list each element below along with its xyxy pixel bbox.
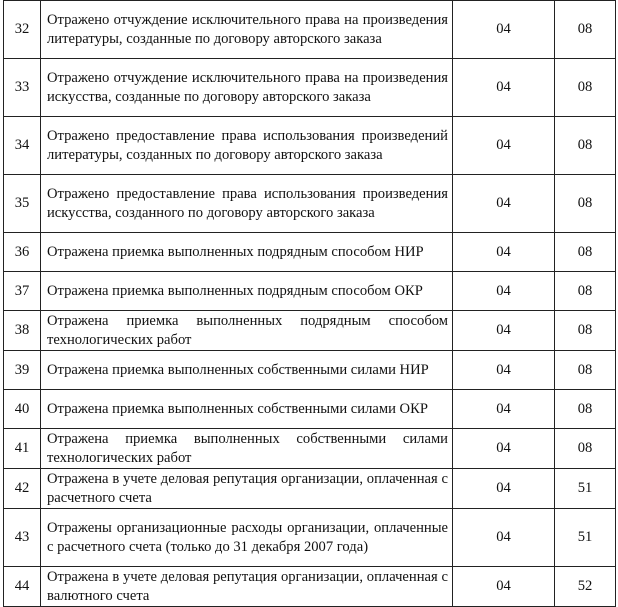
row-description: Отражена приемка выполненных подрядным способом НИР <box>41 233 453 272</box>
row-credit-account: 08 <box>555 59 616 117</box>
row-credit-account: 08 <box>555 390 616 429</box>
row-number: 40 <box>4 390 41 429</box>
row-number: 34 <box>4 117 41 175</box>
row-description: Отражена в учете деловая репутация организации, оплаченная с валютного счета <box>41 567 453 607</box>
row-description: Отражена приемка выполненных собственными силами технологических работ <box>41 429 453 469</box>
table-row <box>4 59 616 117</box>
table-row <box>4 469 616 509</box>
row-description: Отражено предоставление права использования произведений литературы, созданных по договору авторского заказа <box>41 117 453 175</box>
table-row <box>4 233 616 272</box>
table-row <box>4 351 616 390</box>
table-row <box>4 429 616 469</box>
row-number: 37 <box>4 272 41 311</box>
row-debit-account: 04 <box>453 390 555 429</box>
table-row <box>4 1 616 59</box>
row-description: Отражена приемка выполненных подрядным способом технологических работ <box>41 311 453 351</box>
row-credit-account: 08 <box>555 175 616 233</box>
row-debit-account: 04 <box>453 1 555 59</box>
row-debit-account: 04 <box>453 351 555 390</box>
row-description: Отражена приемка выполненных подрядным способом ОКР <box>41 272 453 311</box>
row-number: 43 <box>4 509 41 567</box>
row-credit-account: 08 <box>555 1 616 59</box>
row-debit-account: 04 <box>453 117 555 175</box>
row-debit-account: 04 <box>453 233 555 272</box>
row-debit-account: 04 <box>453 567 555 607</box>
row-number: 44 <box>4 567 41 607</box>
row-credit-account: 08 <box>555 311 616 351</box>
row-debit-account: 04 <box>453 509 555 567</box>
transactions-table <box>3 0 616 607</box>
row-number: 32 <box>4 1 41 59</box>
row-description: Отражена приемка выполненных собственными силами ОКР <box>41 390 453 429</box>
table-row <box>4 175 616 233</box>
row-description: Отражено отчуждение исключительного права на произведения искусства, созданные по договору авторского заказа <box>41 59 453 117</box>
row-number: 33 <box>4 59 41 117</box>
row-debit-account: 04 <box>453 59 555 117</box>
row-credit-account: 51 <box>555 469 616 509</box>
row-description: Отражена в учете деловая репутация организации, оплаченная с расчетного счета <box>41 469 453 509</box>
row-number: 39 <box>4 351 41 390</box>
table-row <box>4 117 616 175</box>
table-row <box>4 390 616 429</box>
row-credit-account: 08 <box>555 117 616 175</box>
table-row <box>4 567 616 607</box>
row-credit-account: 08 <box>555 233 616 272</box>
table-row <box>4 272 616 311</box>
row-description: Отражены организационные расходы организации, оплаченные с расчетного счета (только до 31 декабря 2007 года) <box>41 509 453 567</box>
row-debit-account: 04 <box>453 469 555 509</box>
row-number: 36 <box>4 233 41 272</box>
row-debit-account: 04 <box>453 175 555 233</box>
row-credit-account: 52 <box>555 567 616 607</box>
table-row <box>4 509 616 567</box>
row-credit-account: 08 <box>555 272 616 311</box>
row-number: 41 <box>4 429 41 469</box>
table-row <box>4 311 616 351</box>
row-description: Отражено предоставление права использования произведения искусства, созданного по договору авторского заказа <box>41 175 453 233</box>
row-description: Отражено отчуждение исключительного права на произведения литературы, созданные по договору авторского заказа <box>41 1 453 59</box>
row-debit-account: 04 <box>453 429 555 469</box>
row-number: 35 <box>4 175 41 233</box>
row-credit-account: 51 <box>555 509 616 567</box>
row-description: Отражена приемка выполненных собственными силами НИР <box>41 351 453 390</box>
row-debit-account: 04 <box>453 311 555 351</box>
row-debit-account: 04 <box>453 272 555 311</box>
row-credit-account: 08 <box>555 351 616 390</box>
row-number: 38 <box>4 311 41 351</box>
row-credit-account: 08 <box>555 429 616 469</box>
row-number: 42 <box>4 469 41 509</box>
